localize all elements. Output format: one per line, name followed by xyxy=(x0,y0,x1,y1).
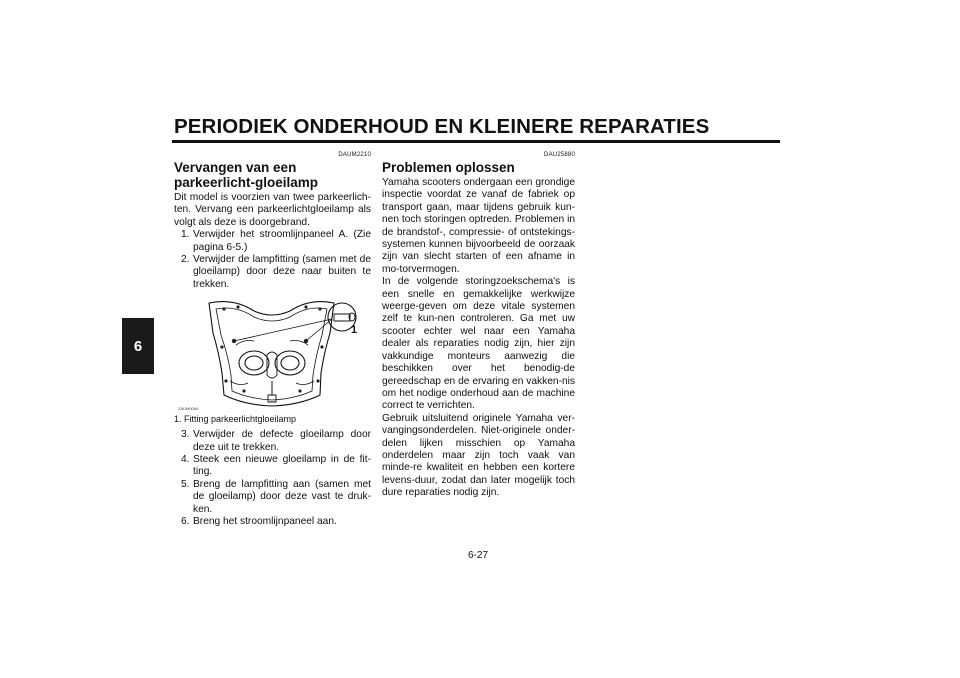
step-item: 2. Verwijder de lampfitting (samen met de gloeilamp) door deze naar buiten te trekken. xyxy=(181,254,371,290)
page-number: 6-27 xyxy=(468,550,489,561)
title-rule xyxy=(172,140,780,143)
steps-list-b xyxy=(174,429,371,528)
callout-number: 1 xyxy=(351,324,358,337)
front-cowl-illustration xyxy=(174,295,371,413)
steps-list-a xyxy=(174,229,371,291)
section-heading: Vervangen van een parkeerlicht-gloeilamp xyxy=(174,160,319,190)
paragraph: Yamaha scooters ondergaan een grondige inspectie voordat ze vanaf de fabriek op transport gaan, maar tijdens gebruik kun-nen toch storingen optreden. Problemen in de brandstof-, compressie- of ontstekings-systemen kunnen bijvoorbeeld de oorzaak zijn van slecht starten of een afname in mo-torvermogen. xyxy=(382,177,575,275)
left-column xyxy=(174,151,371,529)
step-item: 3. Verwijder de defecte gloeilamp door deze uit te trekken. xyxy=(181,429,371,453)
figure-front-cowl xyxy=(174,295,371,413)
intro-paragraph: Dit model is voorzien van twee parkeerlich-ten. Vervang een parkeerlichtgloeilamp als volgt als deze is doorgebrand. xyxy=(174,192,371,228)
section-code: DAU25880 xyxy=(544,152,575,158)
right-column xyxy=(382,151,575,500)
step-item: 1. Verwijder het stroomlijnpaneel A. (Zie pagina 6-5.) xyxy=(181,229,371,253)
paragraph: In de volgende storingzoekschema's is een snelle en gemakkelijke werkwijze weerge-geven om deze vitale systemen zelf te kun-nen controleren. Ga met uw scooter echter wel naar een Yamaha dealer als reparaties nodig zijn, hier zijn vakkundige monteurs aanwezig die beschikken over het benodig-de gereedschap en de ervaring en vakken-nis om het nodige onderhoud aan de machine correct te verrichten. xyxy=(382,276,575,412)
figure-caption: 1. Fitting parkeerlichtgloeilamp xyxy=(174,414,297,425)
figure-code: ZAUM0060 xyxy=(178,406,199,412)
chapter-tab: 6 xyxy=(122,318,154,374)
step-item: 4. Steek een nieuwe gloeilamp in de fit-ting. xyxy=(181,454,371,478)
step-item: 6. Breng het stroomlijnpaneel aan. xyxy=(181,516,337,528)
section-heading: Problemen oplossen xyxy=(382,160,515,175)
paragraph: Gebruik uitsluitend originele Yamaha ver-vangingsonderdelen. Niet-originele onder-delen lijken misschien op Yamaha onderdelen maar zijn toch vaak van minde-re kwaliteit en hebben een kortere levens-duur, zodat dan later mogelijk toch dure reparaties nodig zijn. xyxy=(382,412,575,499)
page-title: PERIODIEK ONDERHOUD EN KLEINERE REPARATIES xyxy=(174,115,710,138)
step-item: 5. Breng de lampfitting aan (samen met de gloeilamp) door deze vast te druk-ken. xyxy=(181,478,371,515)
section-code: DAUM2210 xyxy=(338,152,371,158)
